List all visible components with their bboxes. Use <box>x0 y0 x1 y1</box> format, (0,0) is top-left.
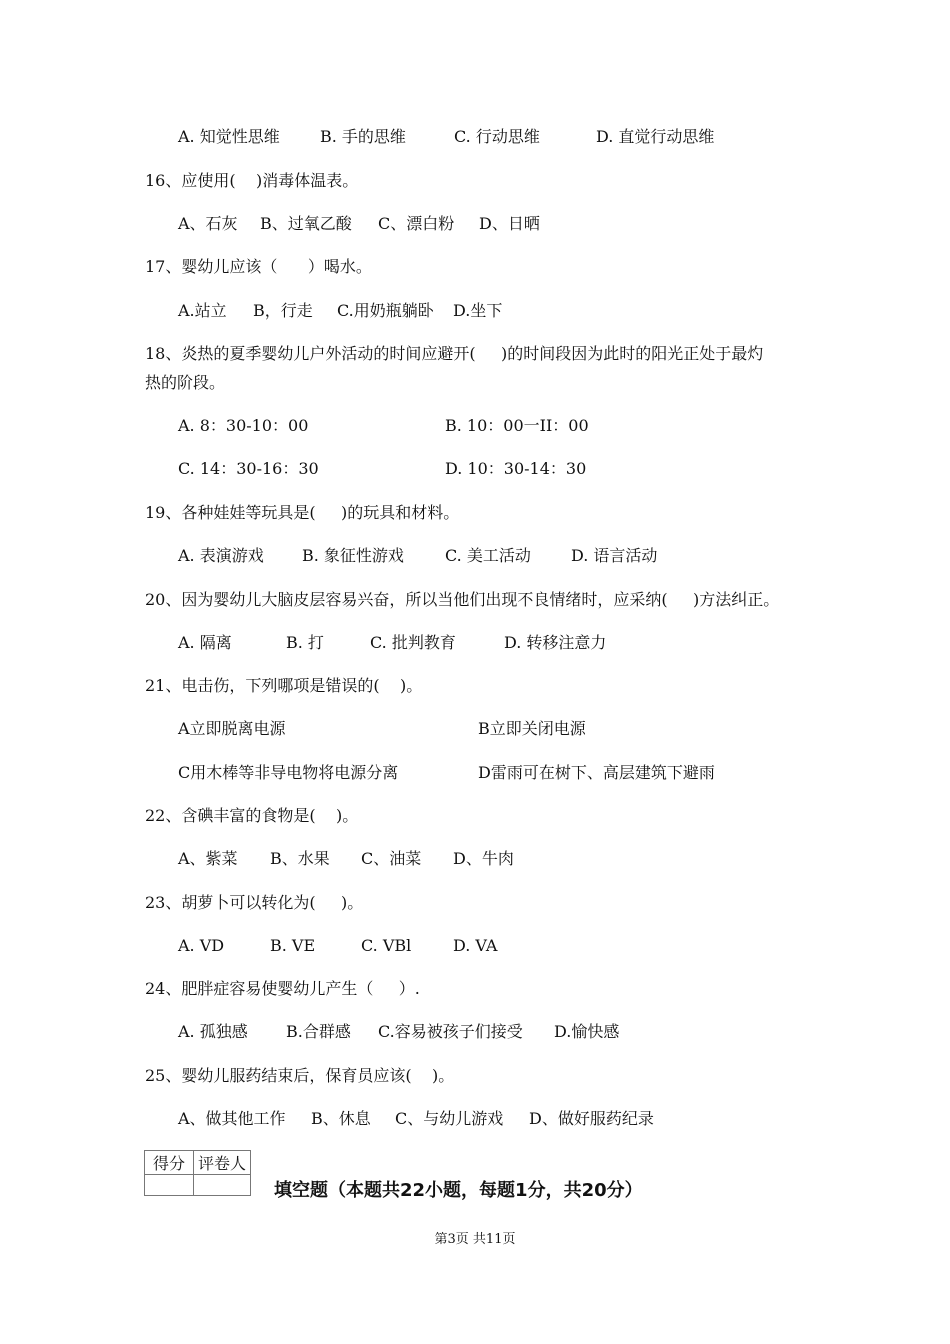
q17-stem: 17、婴幼儿应该（ ）喝水。 <box>145 257 372 276</box>
q24-option-b: B.合群感 <box>286 1022 351 1041</box>
q20-option-a: A. 隔离 <box>178 633 232 652</box>
q23-stem: 23、胡萝卜可以转化为( )。 <box>145 893 364 912</box>
q19-stem: 19、各种娃娃等玩具是( )的玩具和材料。 <box>145 503 460 522</box>
q15-option-d: D. 直觉行动思维 <box>596 127 715 146</box>
q19-option-a: A. 表演游戏 <box>178 546 264 565</box>
q21-option-d: D雷雨可在树下、高层建筑下避雨 <box>478 763 715 782</box>
q17-option-a: A.站立 <box>178 301 227 320</box>
q23-option-c: C. VBl <box>361 936 412 955</box>
q21-option-c: C用木棒等非导电物将电源分离 <box>178 763 399 782</box>
q20-option-c: C. 批判教育 <box>370 633 456 652</box>
score-cell[interactable] <box>145 1175 194 1196</box>
q16-option-b: B、过氧乙酸 <box>260 214 352 233</box>
q22-option-c: C、油菜 <box>361 849 422 868</box>
section-title: 填空题（本题共22小题，每题1分，共20分） <box>274 1180 643 1201</box>
q25-option-a: A、做其他工作 <box>178 1109 286 1128</box>
q24-option-c: C.容易被孩子们接受 <box>378 1022 523 1041</box>
q20-stem: 20、因为婴幼儿大脑皮层容易兴奋，所以当他们出现不良情绪时，应采纳( )方法纠正。 <box>145 590 780 609</box>
score-header: 得分 <box>145 1151 194 1175</box>
q21-option-b: B立即关闭电源 <box>478 719 586 738</box>
q24-option-a: A. 孤独感 <box>178 1022 248 1041</box>
q16-stem: 16、应使用( )消毒体温表。 <box>145 171 359 190</box>
q15-option-c: C. 行动思维 <box>454 127 540 146</box>
q15-option-a: A. 知觉性思维 <box>178 127 280 146</box>
q16-option-d: D、日晒 <box>479 214 540 233</box>
page-footer: 第3页 共11页 <box>434 1232 516 1247</box>
q23-option-b: B. VE <box>270 936 316 955</box>
q15-option-b: B. 手的思维 <box>320 127 406 146</box>
q17-option-c: C.用奶瓶躺卧 <box>337 301 434 320</box>
q22-option-d: D、牛肉 <box>453 849 514 868</box>
q23-option-a: A. VD <box>178 936 225 955</box>
q23-option-d: D. VA <box>453 936 498 955</box>
q21-option-a: A立即脱离电源 <box>178 719 286 738</box>
q24-option-d: D.愉快感 <box>554 1022 620 1041</box>
q25-option-b: B、休息 <box>311 1109 371 1128</box>
score-table-blank-row <box>145 1175 251 1196</box>
q18-option-d: D. 10：30-14：30 <box>445 459 587 478</box>
grader-cell[interactable] <box>194 1175 251 1196</box>
q20-option-d: D. 转移注意力 <box>504 633 607 652</box>
q17-option-b: B，行走 <box>253 301 313 320</box>
grader-header: 评卷人 <box>194 1151 251 1175</box>
q24-stem: 24、肥胖症容易使婴幼儿产生（ ）. <box>145 979 420 998</box>
q25-option-c: C、与幼儿游戏 <box>395 1109 504 1128</box>
q18-stem-line2: 热的阶段。 <box>145 373 226 392</box>
score-table-header-row <box>145 1151 251 1175</box>
q19-option-c: C. 美工活动 <box>445 546 531 565</box>
q25-stem: 25、婴幼儿服药结束后，保育员应该( )。 <box>145 1066 455 1085</box>
score-table <box>144 1150 251 1196</box>
q16-option-a: A、石灰 <box>178 214 238 233</box>
q21-stem: 21、电击伤，下列哪项是错误的( )。 <box>145 676 423 695</box>
q25-option-d: D、做好服药纪录 <box>529 1109 654 1128</box>
q22-option-a: A、紫菜 <box>178 849 238 868</box>
q17-option-d: D.坐下 <box>453 301 503 320</box>
q22-stem: 22、含碘丰富的食物是( )。 <box>145 806 359 825</box>
q16-option-c: C、漂白粉 <box>378 214 455 233</box>
q19-option-d: D. 语言活动 <box>571 546 658 565</box>
q19-option-b: B. 象征性游戏 <box>302 546 404 565</box>
q18-option-b: B. 10：00一II：00 <box>445 416 589 435</box>
q18-option-a: A. 8：30-10：00 <box>178 416 309 435</box>
q20-option-b: B. 打 <box>286 633 324 652</box>
q18-stem-line1: 18、炎热的夏季婴幼儿户外活动的时间应避开( )的时间段因为此时的阳光正处于最灼 <box>145 344 764 363</box>
q22-option-b: B、水果 <box>270 849 330 868</box>
q18-option-c: C. 14：30-16：30 <box>178 459 319 478</box>
